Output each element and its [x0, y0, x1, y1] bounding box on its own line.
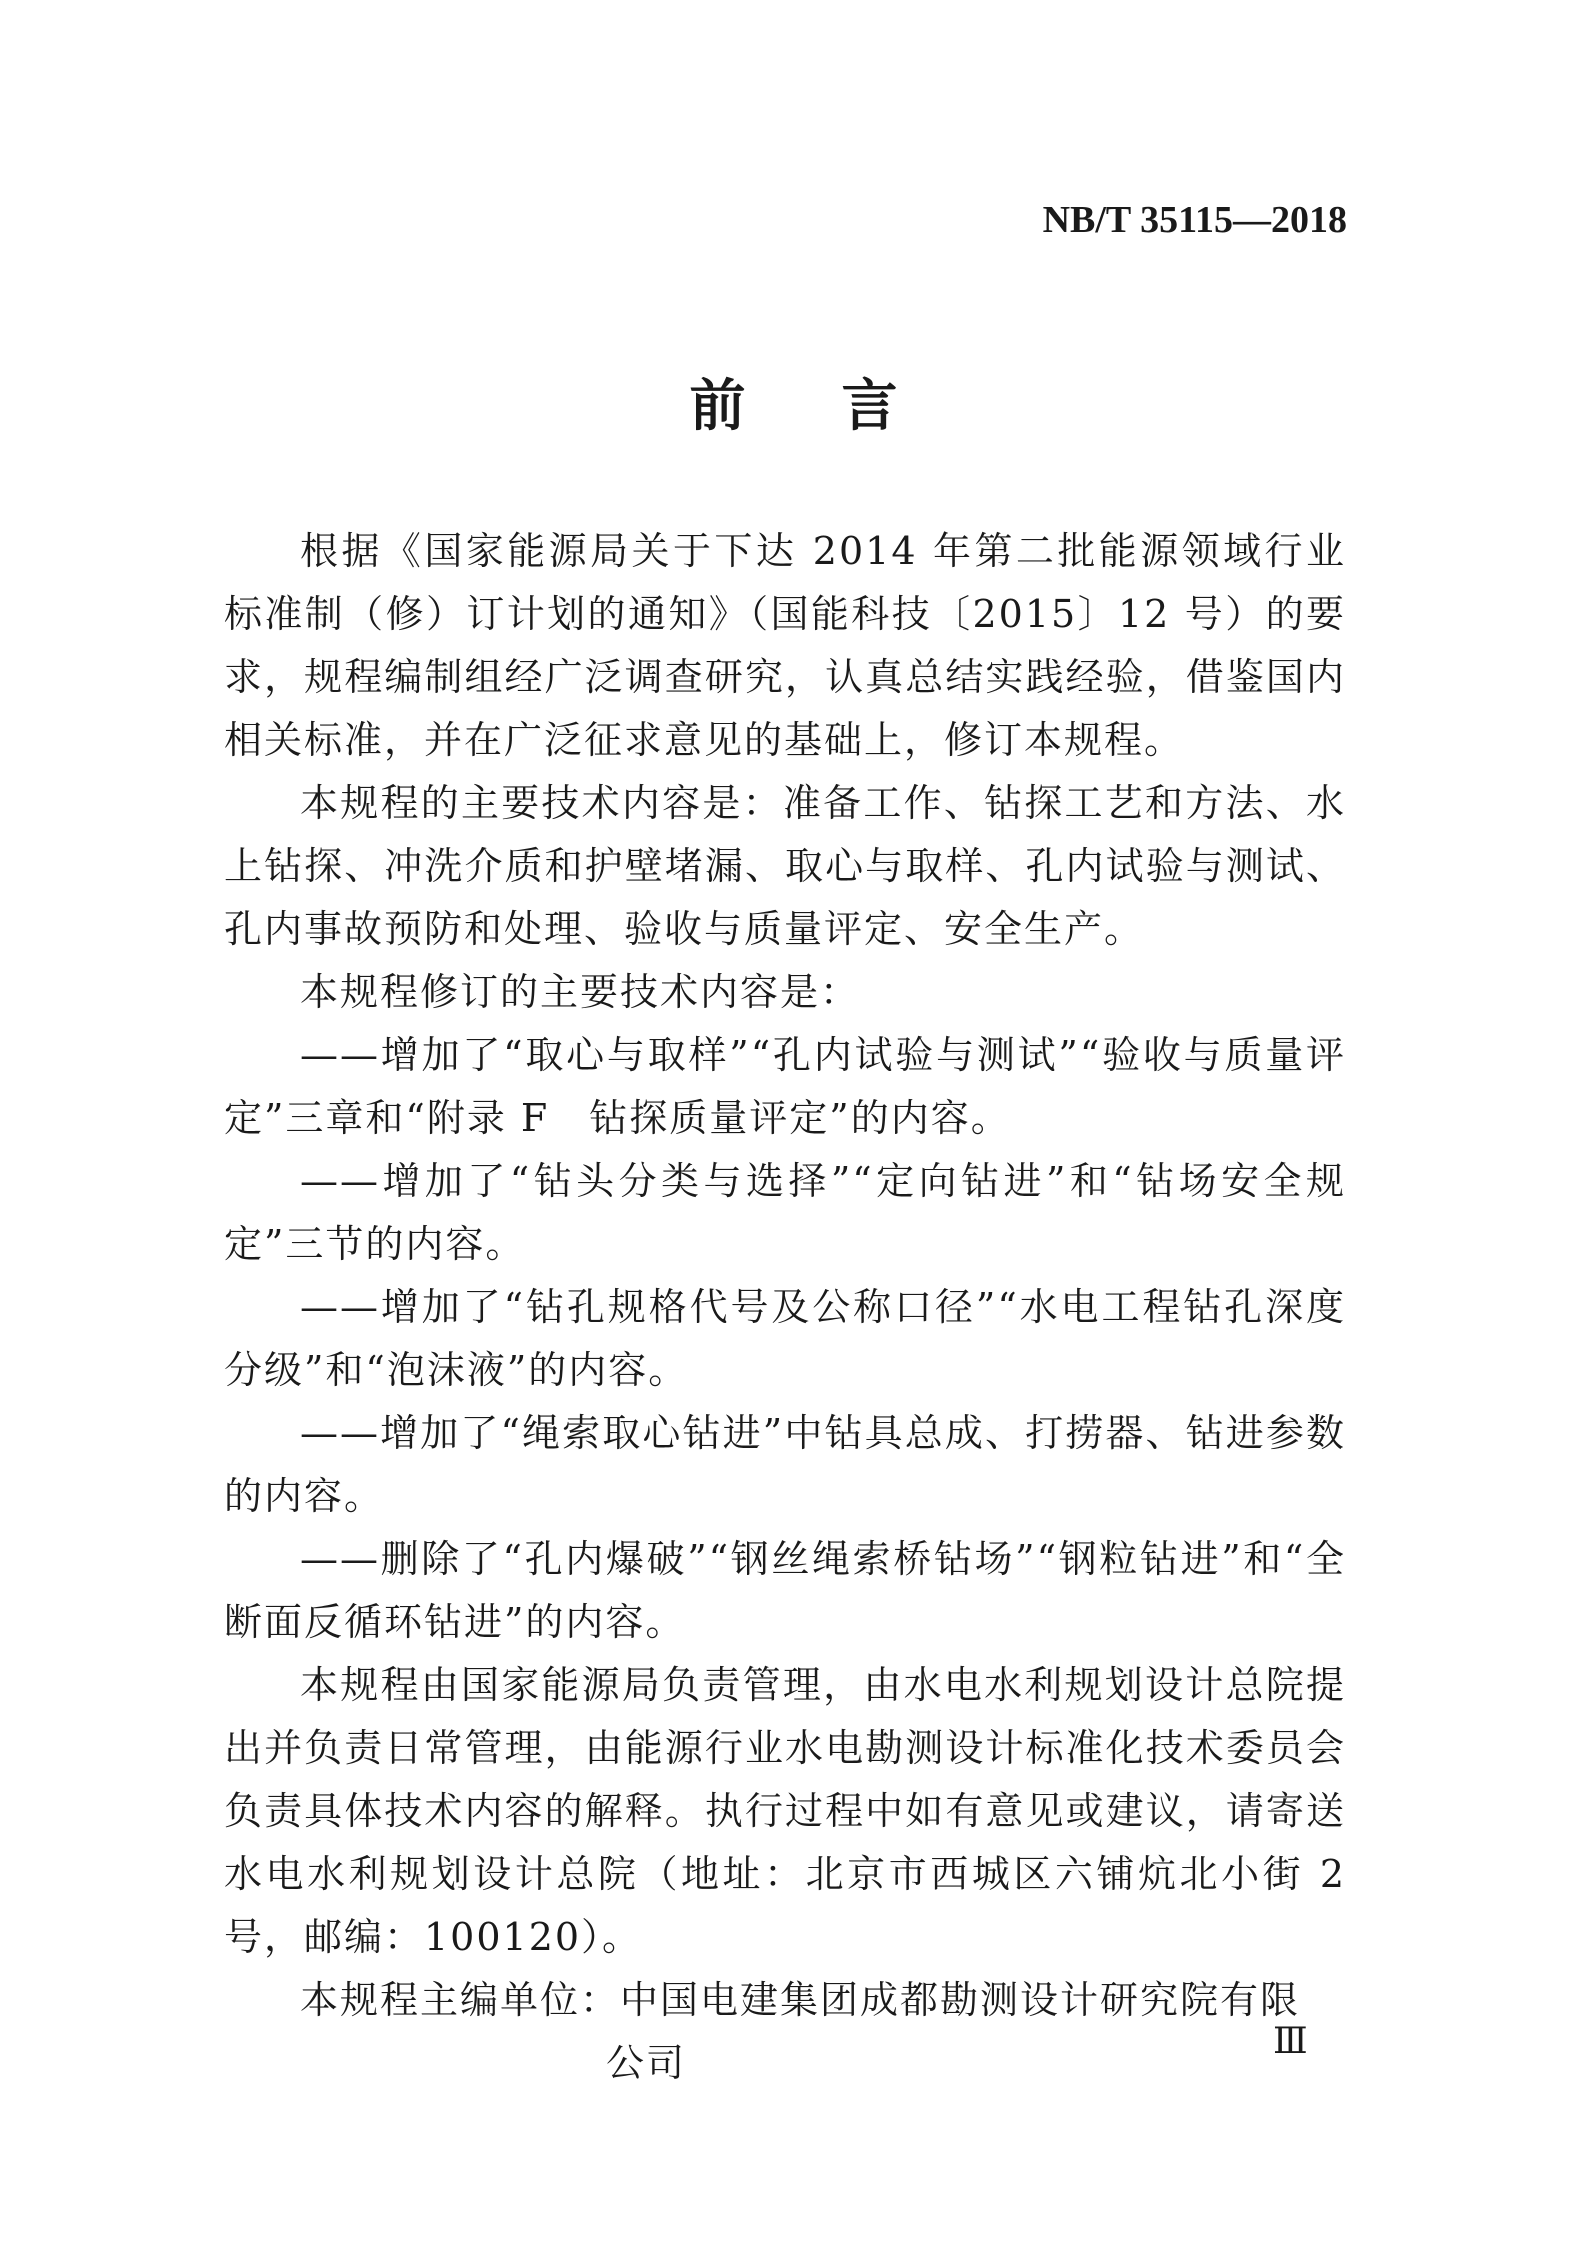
- preface-body: [224, 520, 1346, 2095]
- revision-item: ——增加了“钻头分类与选择”“定向钻进”和“钻场安全规定”三节的内容。: [224, 1159, 1346, 1266]
- standard-code: NB/T 35115—2018: [1042, 199, 1347, 241]
- chief-editor-unit: 本规程主编单位：中国电建集团成都勘测设计研究院有限: [300, 1978, 1301, 2022]
- revision-item: ——增加了“取心与取样”“孔内试验与测试”“验收与质量评定”三章和“附录 F 钻探质量评定”的内容。: [224, 1033, 1346, 1140]
- title-char-1: 前: [689, 374, 746, 439]
- title-char-2: 言: [841, 374, 898, 439]
- paragraph-management: 本规程由国家能源局负责管理，由水电水利规划设计总院提出并负责日常管理，由能源行业水电勘测设计标准化技术委员会负责具体技术内容的解释。执行过程中如有意见或建议，请寄送水电水利规划设计总院（地址：北京市西城区六铺炕北小街 2 号，邮编：100120）。: [224, 1663, 1346, 1959]
- revision-item: ——增加了“绳索取心钻进”中钻具总成、打捞器、钻进参数的内容。: [224, 1411, 1346, 1518]
- chief-editor-unit-continued: 公司: [606, 2041, 687, 2085]
- page-number: Ⅲ: [1273, 2021, 1308, 2061]
- paragraph-revision-intro: 本规程修订的主要技术内容是：: [300, 970, 861, 1014]
- paragraph-basis: 根据《国家能源局关于下达 2014 年第二批能源领域行业标准制（修）订计划的通知》（国能科技〔2015〕12 号）的要求，规程编制组经广泛调查研究，认真总结实践经验，借鉴国内相关标准，并在广泛征求意见的基础上，修订本规程。: [224, 529, 1346, 762]
- page-title: [0, 362, 1587, 442]
- revision-item: ——删除了“孔内爆破”“钢丝绳索桥钻场”“钢粒钻进”和“全断面反循环钻进”的内容。: [224, 1537, 1346, 1644]
- paragraph-main-content: 本规程的主要技术内容是：准备工作、钻探工艺和方法、水上钻探、冲洗介质和护壁堵漏、取心与取样、孔内试验与测试、孔内事故预防和处理、验收与质量评定、安全生产。: [224, 781, 1346, 951]
- revision-item: ——增加了“钻孔规格代号及公称口径”“水电工程钻孔深度分级”和“泡沫液”的内容。: [224, 1285, 1346, 1392]
